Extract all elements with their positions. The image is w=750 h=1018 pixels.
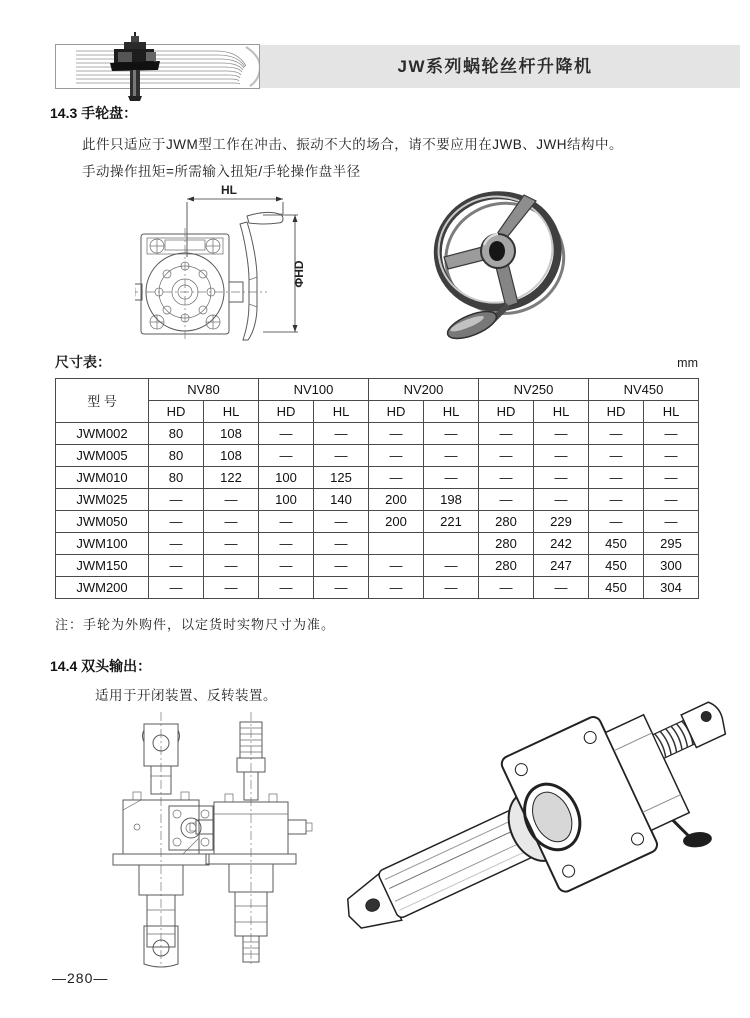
value-cell: —	[369, 555, 424, 577]
model-cell: JWM150	[56, 555, 149, 577]
value-cell: 450	[589, 555, 644, 577]
value-cell: —	[204, 511, 259, 533]
value-cell: —	[204, 577, 259, 599]
double-output-jack-side-view-drawing	[190, 712, 312, 966]
page-header	[55, 45, 745, 88]
value-cell: 100	[259, 489, 314, 511]
table-row	[56, 489, 699, 511]
column-subheader-hd: HD	[369, 401, 424, 423]
column-subheader-hd: HD	[589, 401, 644, 423]
value-cell: —	[644, 445, 699, 467]
column-group-nv250: NV250	[479, 379, 589, 401]
value-cell: —	[589, 467, 644, 489]
value-cell: —	[314, 533, 369, 555]
value-cell: 280	[479, 533, 534, 555]
column-group-nv200: NV200	[369, 379, 479, 401]
value-cell: —	[644, 467, 699, 489]
value-cell: —	[644, 423, 699, 445]
table-row	[56, 555, 699, 577]
section-143-line2: 手动操作扭矩=所需输入扭矩/手轮操作盘半径	[82, 164, 361, 179]
model-cell: JWM005	[56, 445, 149, 467]
value-cell: —	[589, 423, 644, 445]
value-cell: 280	[479, 511, 534, 533]
value-cell: —	[479, 489, 534, 511]
value-cell: —	[589, 511, 644, 533]
value-cell: —	[204, 555, 259, 577]
value-cell	[424, 533, 479, 555]
double-output-jack-3d-photo	[330, 695, 740, 955]
page-title: JW系列蜗轮丝杆升降机	[397, 57, 593, 76]
value-cell: —	[424, 555, 479, 577]
model-cell: JWM025	[56, 489, 149, 511]
value-cell: —	[204, 489, 259, 511]
value-cell: 80	[149, 445, 204, 467]
value-cell	[369, 533, 424, 555]
table-header-subcolumns	[56, 401, 699, 423]
value-cell: —	[644, 489, 699, 511]
column-subheader-hd: HD	[479, 401, 534, 423]
value-cell: —	[479, 423, 534, 445]
value-cell: 295	[644, 533, 699, 555]
value-cell: 100	[259, 467, 314, 489]
value-cell: —	[314, 555, 369, 577]
value-cell: 247	[534, 555, 589, 577]
value-cell: —	[369, 445, 424, 467]
column-subheader-hd: HD	[259, 401, 314, 423]
value-cell: —	[424, 423, 479, 445]
value-cell: 221	[424, 511, 479, 533]
value-cell: —	[534, 423, 589, 445]
column-subheader-hl: HL	[314, 401, 369, 423]
value-cell: —	[204, 533, 259, 555]
value-cell: —	[259, 533, 314, 555]
value-cell: 450	[589, 577, 644, 599]
value-cell: —	[259, 555, 314, 577]
model-cell: JWM002	[56, 423, 149, 445]
value-cell: —	[479, 577, 534, 599]
value-cell: —	[259, 511, 314, 533]
dim-label-hd: ΦHD	[292, 260, 306, 288]
value-cell: —	[149, 555, 204, 577]
double-output-jack-views-drawing	[85, 710, 325, 968]
value-cell: —	[369, 467, 424, 489]
model-cell: JWM200	[56, 577, 149, 599]
value-cell: —	[149, 489, 204, 511]
value-cell: —	[644, 511, 699, 533]
value-cell: 229	[534, 511, 589, 533]
value-cell: 200	[369, 489, 424, 511]
value-cell: 140	[314, 489, 369, 511]
section-143-heading: 14.3 手轮盘：	[50, 105, 138, 121]
column-group-nv450: NV450	[589, 379, 699, 401]
value-cell: —	[424, 445, 479, 467]
value-cell: —	[314, 577, 369, 599]
table-caption: 尺寸表：	[55, 354, 111, 370]
value-cell: —	[369, 577, 424, 599]
table-row	[56, 445, 699, 467]
table-unit: mm	[677, 356, 698, 370]
column-subheader-hl: HL	[644, 401, 699, 423]
table-row	[56, 423, 699, 445]
value-cell: —	[149, 511, 204, 533]
section-144-line1: 适用于开闭装置、反转装置。	[95, 688, 277, 703]
value-cell: —	[534, 445, 589, 467]
section-143-line1: 此件只适应于JWM型工作在冲击、振动不大的场合，请不要应用在JWB、JWH结构中。	[82, 137, 623, 152]
value-cell: —	[479, 467, 534, 489]
model-cell: JWM010	[56, 467, 149, 489]
gearbox-handwheel-dimension-drawing	[135, 182, 315, 344]
column-group-nv100: NV100	[259, 379, 369, 401]
model-cell: JWM050	[56, 511, 149, 533]
value-cell: 198	[424, 489, 479, 511]
value-cell: —	[479, 445, 534, 467]
value-cell: 122	[204, 467, 259, 489]
value-cell: —	[424, 467, 479, 489]
value-cell: —	[534, 467, 589, 489]
table-note: 注：手轮为外购件，以定货时实物尺寸为准。	[55, 617, 336, 632]
table-row	[56, 577, 699, 599]
value-cell: 80	[149, 423, 204, 445]
column-subheader-hd: HD	[149, 401, 204, 423]
value-cell: 108	[204, 445, 259, 467]
value-cell: 200	[369, 511, 424, 533]
value-cell: 450	[589, 533, 644, 555]
column-subheader-hl: HL	[424, 401, 479, 423]
column-subheader-hl: HL	[204, 401, 259, 423]
value-cell: —	[589, 445, 644, 467]
table-header-groups	[56, 379, 699, 401]
value-cell: —	[149, 577, 204, 599]
value-cell: 304	[644, 577, 699, 599]
value-cell: —	[149, 533, 204, 555]
column-subheader-hl: HL	[534, 401, 589, 423]
value-cell: —	[589, 489, 644, 511]
value-cell: —	[314, 423, 369, 445]
value-cell: 80	[149, 467, 204, 489]
dim-label-hl: HL	[221, 183, 237, 197]
value-cell: 125	[314, 467, 369, 489]
value-cell: 280	[479, 555, 534, 577]
dimension-table	[55, 378, 699, 599]
value-cell: —	[314, 445, 369, 467]
value-cell: —	[259, 577, 314, 599]
column-group-nv80: NV80	[149, 379, 259, 401]
double-output-jack-front-view-drawing	[113, 712, 213, 967]
handwheel-photo	[420, 175, 580, 343]
value-cell: 242	[534, 533, 589, 555]
value-cell: —	[534, 577, 589, 599]
value-cell: —	[259, 445, 314, 467]
value-cell: —	[314, 511, 369, 533]
table-row	[56, 533, 699, 555]
table-row	[56, 467, 699, 489]
value-cell: —	[369, 423, 424, 445]
value-cell: —	[424, 577, 479, 599]
screw-jack-product-icon	[100, 30, 170, 102]
value-cell: 108	[204, 423, 259, 445]
model-cell: JWM100	[56, 533, 149, 555]
value-cell: 300	[644, 555, 699, 577]
value-cell: —	[259, 423, 314, 445]
table-row	[56, 511, 699, 533]
page-number: —280—	[52, 970, 109, 986]
column-header-model: 型 号	[56, 379, 149, 423]
value-cell: —	[534, 489, 589, 511]
section-144-heading: 14.4 双头输出：	[50, 658, 152, 674]
